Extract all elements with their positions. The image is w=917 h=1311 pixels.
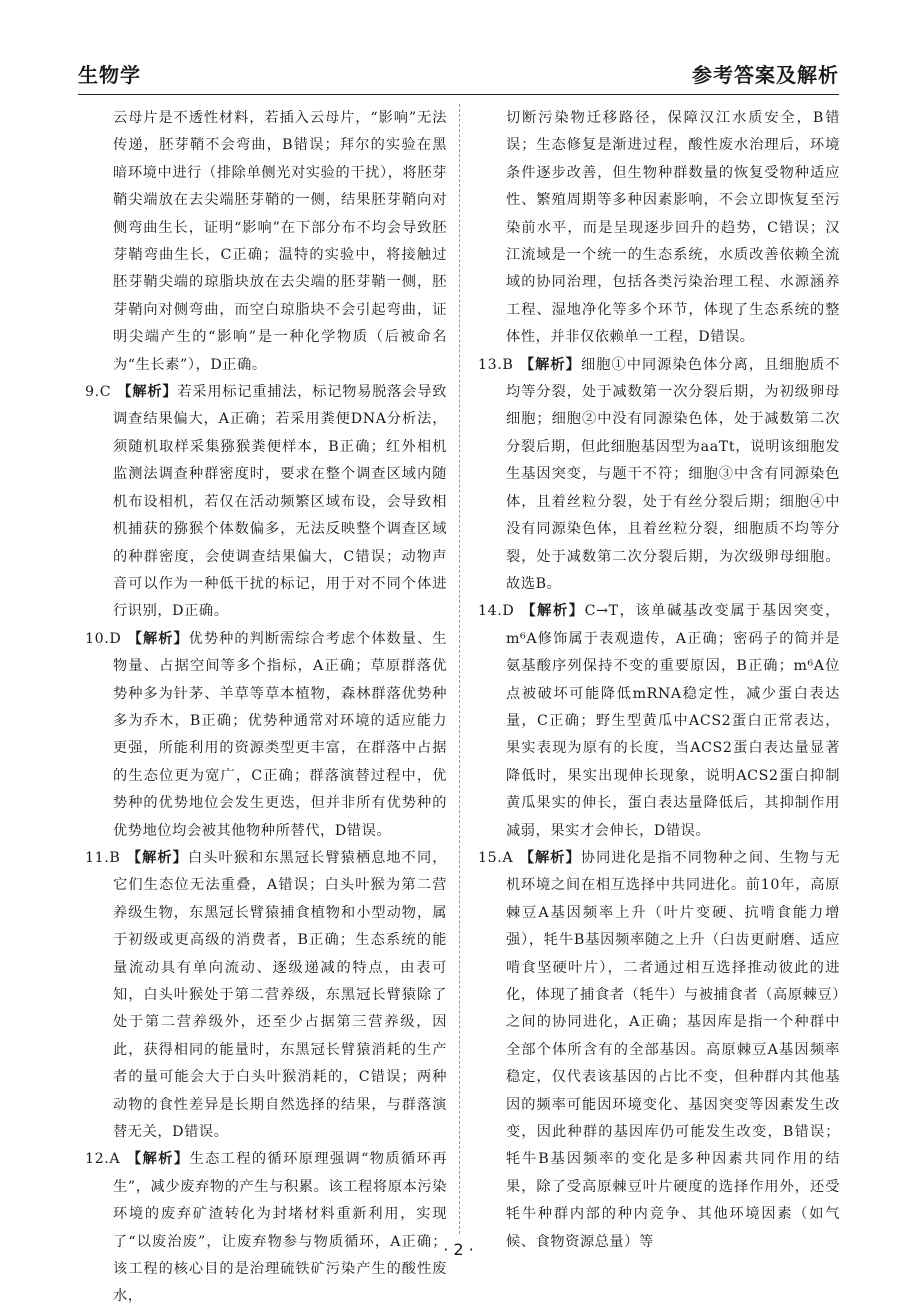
answer-number: 11.B <box>85 849 121 866</box>
column-divider <box>459 104 460 1234</box>
answer-item-10 <box>85 626 447 845</box>
right-intro-paragraph: 切断污染物迁移路径，保障汉江水质安全，B错误；生态修复是渐进过程，酸性废水治理后，环境条件逐步改善，但生物种群数量的恢复受物种适应性、繁殖周期等多种因素影响，不会立即恢复至污染前水平，而是呈现逐步回升的趋势，C错误；汉江流域是一个统一的生态系统，水质改善依赖全流域的协同治理，包括各类污染治理工程、水源涵养工程、湿地净化等多个环节，体现了生态系统的整体性，并非仅依赖单一工程，D错误。 <box>506 110 840 346</box>
answer-number: 15.A <box>478 849 514 866</box>
answer-item-12 <box>85 1146 447 1310</box>
page-number: · 2 · <box>443 1240 474 1259</box>
header-rule <box>78 94 839 95</box>
answer-number: 13.B <box>478 356 514 373</box>
answer-text: 优势种的判断需综合考虑个体数量、生物量、占据空间等多个指标，A正确；草原群落优势种多为针茅、羊草等草本植物，森林群落优势种多为乔木，B正确；优势种通常对环境的适应能力更强，所能利用的资源类型更丰富，在群落中占据的生态位更为宽广，C正确；群落演替过程中，优势种的优势地位会发生更迭，但并非所有优势种的优势地位均会被其他物种所替代，D错误。 <box>113 630 448 839</box>
answer-item-13 <box>478 352 840 599</box>
answer-item-11 <box>85 845 447 1146</box>
subject-title: 生物学 <box>78 63 141 87</box>
answer-text: 细胞①中同源染色体分离，且细胞质不均等分裂，处于减数第一次分裂后期，为初级卵母细胞；细胞②中没有同源染色体，处于减数第二次分裂后期，但此细胞基因型为aaTt，说明该细胞发生基因突变，与题干不符；细胞③中含有同源染色体，且着丝粒分裂，处于有丝分裂后期；细胞④中没有同源染色体，且着丝粒分裂，细胞质不均等分裂，处于减数第二次分裂后期，为次级卵母细胞。故选B。 <box>506 356 840 592</box>
answer-number: 10.D <box>85 630 122 647</box>
analysis-tag: 【解析】 <box>126 1151 190 1168</box>
answer-item-15 <box>478 845 840 1256</box>
page-header <box>78 58 839 88</box>
analysis-tag: 【解析】 <box>520 603 585 620</box>
answer-text: 协同进化是指不同物种之间、生物与无机环境之间在相互选择中共同进化。前10年，高原棘豆A基因频率上升（叶片变硬、抗啃食能力增强），牦牛B基因频率随之上升（臼齿更耐磨、适应啃食坚硬叶片），二者通过相互选择推动彼此的进化，体现了捕食者（牦牛）与被捕食者（高原棘豆）之间的协同进化，A正确；基因库是指一个种群中全部个体所含有的全部基因。高原棘豆A基因频率稳定，仅代表该基因的占比不变，但种群内其他基因的频率可能因环境变化、基因突变等因素发生改变，因此种群的基因库仍可能发生改变，B错误；牦牛B基因频率的变化是多种因素共同作用的结果，除了受高原棘豆叶片硬度的选择作用外，还受牦牛种群内部的种内竞争、其他环境因素（如气候、食物资源总量）等 <box>506 849 840 1250</box>
answer-text: C→T，该单碱基改变属于基因突变，m⁶A修饰属于表观遗传，A正确；密码子的简并是氨基酸序列保持不变的重要原因，B正确；m⁶A位点被破坏可能降低mRNA稳定性，减少蛋白表达量，C正确；野生型黄瓜中ACS2蛋白正常表达，果实表现为原有的长度，当ACS2蛋白表达量显著降低时，果实出现伸长现象，说明ACS2蛋白抑制黄瓜果实的伸长，蛋白表达量降低后，其抑制作用减弱，果实才会伸长，D错误。 <box>506 603 840 839</box>
analysis-tag: 【解析】 <box>127 630 189 647</box>
answer-item-14 <box>478 598 840 845</box>
answer-text: 白头叶猴和东黑冠长臂猿栖息地不同，它们生态位无法重叠，A错误；白头叶猴为第二营养级生物，东黑冠长臂猿捕食植物和小型动物，属于初级或更高级的消费者，B正确；生态系统的能量流动具有单向流动、逐级递减的特点，由表可知，白头叶猴处于第二营养级，东黑冠长臂猿除了处于第二营养级外，还至少占据第三营养级，因此，获得相同的能量时，东黑冠长臂猿消耗的生产者的量可能会大于白头叶猴消耗的，C错误；两种动物的食性差异是长期自然选择的结果，与群落演替无关，D错误。 <box>113 849 447 1141</box>
left-column <box>85 105 447 1311</box>
answer-number: 9.C <box>85 384 112 401</box>
analysis-tag: 【解析】 <box>126 849 188 866</box>
answer-text: 若采用标记重捕法，标记物易脱落会导致调查结果偏大，A正确；若采用粪便DNA分析法，须随机取样采集猕猴粪便样本，B正确；红外相机监测法调查种群密度时，要求在整个调查区域内随机布设相机，若仅在活动频繁区域布设，会导致相机捕获的猕猴个体数偏多，无法反映整个调查区域的种群密度，会使调查结果偏大，C错误；动物声音可以作为一种低干扰的标记，用于对不同个体进行识别，D正确。 <box>113 384 447 620</box>
analysis-tag: 【解析】 <box>519 356 581 373</box>
analysis-tag: 【解析】 <box>117 384 178 401</box>
analysis-tag: 【解析】 <box>519 849 581 866</box>
answer-text: 生态工程的循环原理强调“物质循环再生”，减少废弃物的产生与积累。该工程将原本污染环境的废弃矿渣转化为封堵材料重新利用，实现了“以废治废”，让废弃物参与物质循环，A正确；该工程的核心目的是治理硫铁矿污染产生的酸性废水， <box>113 1151 447 1305</box>
section-title: 参考答案及解析 <box>692 63 839 87</box>
right-column <box>478 105 840 1256</box>
answer-number: 14.D <box>478 603 515 620</box>
answer-item-9 <box>85 379 447 626</box>
left-intro-paragraph: 云母片是不透性材料，若插入云母片，“影响”无法传递，胚芽鞘不会弯曲，B错误；拜尔的实验在黑暗环境中进行（排除单侧光对实验的干扰），将胚芽鞘尖端放在去尖端胚芽鞘的一侧，结果胚芽鞘向对侧弯曲生长，证明“影响”在下部分布不均会导致胚芽鞘弯曲生长，C正确；温特的实验中，将接触过胚芽鞘尖端的琼脂块放在去尖端的胚芽鞘一侧，胚芽鞘向对侧弯曲，而空白琼脂块不会引起弯曲，证明尖端产生的“影响”是一种化学物质（后被命名为“生长素”），D正确。 <box>113 110 447 373</box>
answer-number: 12.A <box>85 1151 121 1168</box>
